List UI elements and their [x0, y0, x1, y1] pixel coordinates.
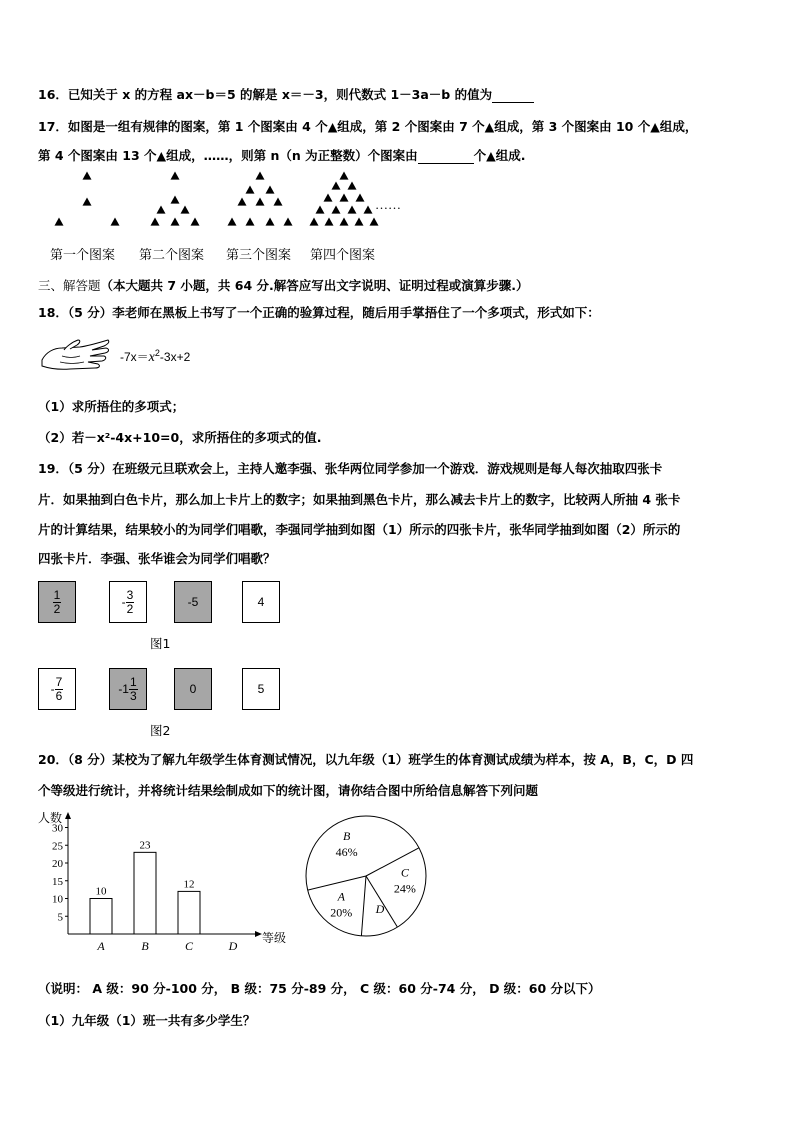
q20-part1: （1）九年级（1）班一共有多少学生？	[38, 1013, 256, 1028]
q17-caption-1: 第一个图案	[50, 248, 116, 263]
numerator: 7	[55, 674, 63, 689]
x-axis-arrow	[255, 931, 262, 937]
q17-caption-4: 第四个图案	[310, 248, 376, 263]
denominator: 2	[53, 601, 61, 616]
triangle-mark	[274, 198, 283, 206]
y-tick-label: 15	[52, 875, 63, 888]
denominator: 6	[55, 688, 63, 703]
fraction	[129, 676, 138, 703]
denominator: 2	[126, 601, 134, 616]
pie-slice-percent-C: 24%	[393, 881, 416, 896]
pattern-3	[228, 172, 293, 226]
bar-A	[90, 899, 112, 935]
palm-hand-image	[40, 334, 112, 376]
section3-heading	[38, 276, 529, 294]
y-tick-label: 5	[57, 911, 63, 924]
fig2-caption: 图2	[150, 723, 171, 738]
pie-slice-label-D: D	[375, 902, 385, 917]
q16-text	[38, 85, 534, 103]
triangle-mark	[246, 186, 255, 194]
triangle-mark	[171, 218, 180, 226]
pie-chart	[302, 808, 442, 948]
q19-line1: 19．（5 分）在班级元旦联欢会上，主持人邀李强、张华两位同学参加一个游戏．游戏规则是每人每次抽取四张卡	[38, 461, 663, 476]
triangle-mark	[246, 218, 255, 226]
triangle-mark	[238, 198, 247, 206]
bar-B	[134, 852, 156, 934]
pattern-2	[151, 172, 200, 226]
fig2-card-black-2: 0	[174, 668, 212, 710]
bar-chart	[30, 808, 290, 958]
q17-line2-start: 第 4 个图案由 13 个▲组成，……，则第 n（n 为正整数）个图案由	[38, 148, 418, 163]
q18-part1: （1）求所捂住的多项式；	[38, 399, 185, 414]
triangle-mark	[83, 198, 92, 206]
triangle-mark	[256, 172, 265, 180]
fig2-card-white-1	[38, 668, 76, 710]
x-tick-label: D	[228, 939, 238, 953]
triangle-mark	[332, 206, 341, 214]
q20-note: （说明： A 级：90 分-100 分， B 级：75 分-89 分， C 级：60 分-74 分， D 级：60 分以下）	[38, 981, 601, 996]
pie-slice-percent-B: 46%	[335, 845, 358, 860]
triangle-mark	[256, 198, 265, 206]
pie-slice-label-B: B	[342, 829, 351, 844]
fig2-card-black-1	[109, 668, 147, 710]
x-axis-label: 等级	[262, 931, 287, 945]
triangle-mark	[266, 218, 275, 226]
bar-value-label: 23	[139, 839, 151, 852]
numerator: 1	[53, 587, 61, 602]
formula-left: -7x＝	[120, 350, 149, 364]
formula-right: -3x+2	[159, 350, 191, 364]
y-tick-label: 25	[52, 840, 63, 853]
pattern-1	[55, 172, 120, 226]
section3-title: 三、解答题	[38, 278, 101, 293]
triangle-mark	[340, 218, 349, 226]
sign: -	[121, 595, 126, 609]
formula-exponent: 2	[154, 348, 160, 358]
triangle-mark	[340, 194, 349, 202]
y-axis-label: 人数	[38, 811, 63, 825]
numerator: 3	[126, 587, 134, 602]
y-tick-label: 10	[52, 893, 63, 906]
triangle-mark	[348, 206, 357, 214]
q17-line2-end: 个▲组成.	[473, 148, 526, 163]
sign: -	[50, 682, 55, 696]
q20-line2: 个等级进行统计，并将统计结果绘制成如下的统计图，请你结合图中所给信息解答下列问题	[38, 783, 539, 798]
triangle-mark	[191, 218, 200, 226]
triangle-mark	[111, 218, 120, 226]
q16-stem: 16．已知关于 x 的方程 ax－b＝5 的解是 x＝－3，则代数式 1－3a－b 的值为	[38, 87, 493, 102]
triangle-mark	[356, 194, 365, 202]
triangle-mark	[171, 172, 180, 180]
x-tick-label: A	[97, 939, 105, 953]
triangle-mark	[325, 218, 334, 226]
triangle-mark	[340, 172, 349, 180]
triangle-mark	[364, 206, 373, 214]
triangle-mark	[55, 218, 64, 226]
x-tick-label: C	[184, 939, 194, 953]
q17-line2	[38, 146, 526, 164]
section3-desc: （本大题共 7 小题，共 64 分.解答应写出文字说明、证明过程或演算步骤.）	[100, 278, 529, 293]
triangle-mark	[332, 182, 341, 190]
q19-line2: 片．如果抽到白色卡片，那么加上卡片上的数字；如果抽到黑色卡片，那么减去卡片上的数字，比较两人所抽 4 张卡	[38, 492, 681, 507]
triangle-mark	[348, 182, 357, 190]
x-tick-label: B	[141, 939, 149, 953]
triangle-mark	[181, 206, 190, 214]
bar-value-label: 12	[183, 878, 195, 891]
triangle-mark	[83, 172, 92, 180]
q17-ellipsis: ……	[375, 197, 401, 212]
pie-slice-percent-A: 20%	[330, 905, 353, 920]
formula-x: x	[148, 350, 155, 365]
fig1-card-black-1	[38, 581, 76, 623]
y-tick-label: 20	[52, 858, 63, 870]
q18-formula	[120, 348, 190, 366]
triangle-mark	[151, 218, 160, 226]
triangle-mark	[355, 218, 364, 226]
pie-slice-label-A: A	[337, 889, 345, 904]
fraction	[126, 589, 135, 616]
y-tick-label: 30	[52, 822, 63, 835]
fig2-card-white-2: 5	[242, 668, 280, 710]
q19-line3: 片的计算结果，结果较小的为同学们唱歌，李强同学抽到如图（1）所示的四张卡片，张华同学抽到如图（2）所示的	[38, 522, 681, 537]
q17-answer-blank[interactable]	[418, 151, 474, 164]
q20-line1: 20．（8 分）某校为了解九年级学生体育测试情况，以九年级（1）班学生的体育测试成绩为样本，按 A，B，C，D 四	[38, 752, 694, 767]
triangle-mark	[171, 196, 180, 204]
triangle-mark	[370, 218, 379, 226]
q19-line4: 四张卡片．李强、张华谁会为同学们唱歌？	[38, 551, 276, 566]
fraction	[55, 676, 64, 703]
triangle-mark	[316, 206, 325, 214]
triangle-mark	[284, 218, 293, 226]
pattern-4	[310, 172, 379, 226]
triangle-mark	[266, 186, 275, 194]
bar-value-label: 10	[95, 885, 107, 898]
q17-caption-2: 第二个图案	[139, 248, 205, 263]
whole-part: -1	[118, 682, 129, 696]
y-axis-arrow	[65, 812, 71, 819]
triangle-mark	[324, 194, 333, 202]
q17-triangle-patterns	[40, 170, 460, 230]
fig1-card-white-1	[109, 581, 147, 623]
triangle-mark	[157, 206, 166, 214]
fraction	[53, 589, 62, 616]
numerator: 1	[129, 674, 137, 689]
q16-answer-blank[interactable]	[492, 90, 534, 103]
fig1-card-white-2: 4	[242, 581, 280, 623]
q18-stem: 18．（5 分）李老师在黑板上书写了一个正确的验算过程，随后用手掌捂住了一个多项式，形式如下：	[38, 305, 600, 320]
q18-part2: （2）若－x²-4x+10=0，求所捂住的多项式的值.	[38, 430, 322, 445]
denominator: 3	[129, 688, 137, 703]
q17-line1: 17．如图是一组有规律的图案，第 1 个图案由 4 个▲组成，第 2 个图案由 7 个▲组成，第 3 个图案由 10 个▲组成，	[38, 119, 698, 134]
bar-C	[178, 891, 200, 934]
triangle-mark	[310, 218, 319, 226]
triangle-mark	[228, 218, 237, 226]
fig1-caption: 图1	[150, 636, 171, 651]
q17-caption-3: 第三个图案	[226, 248, 292, 263]
fig1-card-black-2: -5	[174, 581, 212, 623]
pie-slice-label-C: C	[400, 865, 409, 880]
